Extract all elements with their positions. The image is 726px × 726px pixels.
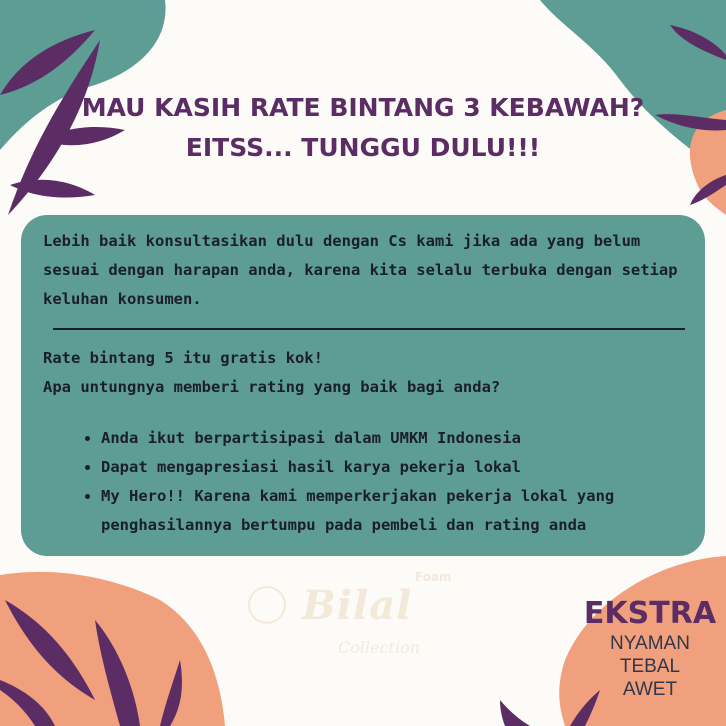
divider: [53, 328, 685, 330]
badge-line-3: AWET: [622, 679, 678, 700]
benefit-item: • Dapat mengapresiasi hasil karya pekerja lokal: [101, 453, 685, 482]
info-card: [21, 215, 705, 556]
headline: [60, 88, 666, 168]
benefit-list: [43, 424, 685, 540]
badge-line-1: NYAMAN: [610, 633, 690, 654]
logo-subtitle: Collection: [338, 638, 421, 657]
logo-foam-text: Foam: [415, 570, 452, 584]
free-rating-line: Rate bintang 5 itu gratis kok!: [43, 349, 323, 367]
logo-name: Bilal: [302, 582, 413, 629]
feature-badge: [580, 596, 720, 701]
benefit-question: Apa untungnya memberi rating yang baik bagi anda?: [43, 378, 501, 396]
logo-emblem-icon: [248, 586, 286, 624]
headline-line-1: MAU KASIH RATE BINTANG 3 KEBAWAH?: [81, 93, 645, 122]
badge-title: EKSTRA: [583, 596, 717, 631]
benefit-item: • My Hero!! Karena kami memperkerjakan pekerja lokal yang penghasilannya bertumpu pada pembeli dan rating anda: [101, 482, 685, 540]
intro-paragraph: Lebih baik konsultasikan dulu dengan Cs kami jika ada yang belum sesuai dengan harapan anda, karena kita selalu terbuka dengan setiap keluhan konsumen.: [43, 232, 678, 308]
headline-line-2: EITSS... TUNGGU DULU!!!: [185, 133, 541, 162]
badge-line-2: TEBAL: [619, 656, 681, 677]
brand-logo: [242, 566, 462, 666]
benefit-item: • Anda ikut berpartisipasi dalam UMKM Indonesia: [101, 424, 685, 453]
